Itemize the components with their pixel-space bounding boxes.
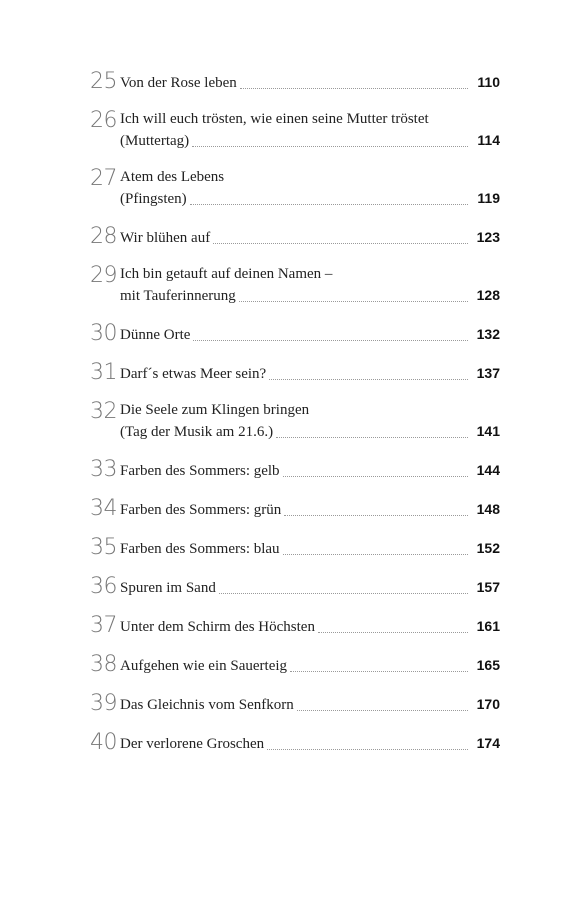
chapter-title-line: (Muttertag) [120, 133, 190, 149]
chapter-title [120, 324, 500, 346]
page-number: 110 [477, 74, 500, 90]
chapter-title [120, 109, 500, 152]
toc-entry[interactable] [90, 692, 500, 716]
chapter-title-line: Farben des Sommers: blau [120, 541, 280, 557]
page-number: 123 [476, 229, 500, 245]
chapter-number: 25 [90, 69, 117, 94]
chapter-title-line: Farben des Sommers: grün [120, 502, 282, 518]
toc-entry[interactable] [90, 167, 500, 210]
toc-entry[interactable] [90, 361, 500, 385]
dot-leader [193, 339, 468, 341]
table-of-contents [90, 70, 500, 770]
toc-entry[interactable] [90, 575, 500, 599]
chapter-title-line: Farben des Sommers: gelb [120, 463, 280, 479]
dot-leader [283, 553, 468, 555]
toc-entry[interactable] [90, 109, 500, 152]
chapter-title [120, 363, 500, 385]
chapter-title [120, 694, 500, 716]
page-number: 114 [477, 132, 500, 148]
chapter-title-line: Der verlorene Groschen [120, 736, 265, 752]
dot-leader [239, 300, 468, 302]
chapter-title-line: Aufgehen wie ein Sauerteig [120, 658, 288, 674]
toc-entry[interactable] [90, 497, 500, 521]
page-number: 165 [476, 657, 500, 673]
chapter-number: 32 [90, 399, 117, 424]
page-number: 132 [476, 326, 500, 342]
page-number: 161 [476, 618, 500, 634]
dot-leader [192, 145, 468, 147]
dot-leader [297, 709, 468, 711]
dot-leader [284, 514, 468, 516]
chapter-number: 35 [90, 535, 117, 560]
toc-entry[interactable] [90, 400, 500, 443]
dot-leader [190, 203, 468, 205]
chapter-title-line: Darf´s etwas Meer sein? [120, 366, 267, 382]
chapter-title-line: Atem des Lebens [120, 169, 225, 185]
page-number: 119 [477, 190, 500, 206]
toc-entry[interactable] [90, 536, 500, 560]
page-number: 128 [476, 287, 500, 303]
page-number: 152 [476, 540, 500, 556]
chapter-title [120, 733, 500, 755]
page-number: 157 [476, 579, 500, 595]
chapter-title-line: (Pfingsten) [120, 191, 187, 207]
dot-leader [267, 748, 468, 750]
chapter-title [120, 400, 500, 443]
chapter-number: 31 [90, 360, 117, 385]
chapter-title-line: Die Seele zum Klingen bringen [120, 402, 310, 418]
chapter-title [120, 499, 500, 521]
chapter-title-line: Von der Rose leben [120, 75, 237, 91]
toc-entry[interactable] [90, 653, 500, 677]
chapter-title [120, 167, 500, 210]
chapter-title [120, 577, 500, 599]
dot-leader [283, 475, 468, 477]
dot-leader [219, 592, 468, 594]
chapter-title-line: Wir blühen auf [120, 230, 211, 246]
page-number: 148 [476, 501, 500, 517]
chapter-title-line: Ich bin getauft auf deinen Namen – [120, 266, 333, 282]
chapter-number: 34 [90, 496, 117, 521]
chapter-title [120, 538, 500, 560]
toc-entry[interactable] [90, 225, 500, 249]
chapter-number: 27 [90, 166, 117, 191]
toc-entry[interactable] [90, 264, 500, 307]
chapter-title [120, 616, 500, 638]
dot-leader [318, 631, 468, 633]
chapter-title-line: mit Tauferinnerung [120, 288, 236, 304]
page-number: 141 [476, 423, 500, 439]
chapter-title-line: Unter dem Schirm des Höchsten [120, 619, 315, 635]
chapter-title-line: Dünne Orte [120, 327, 191, 343]
chapter-number: 38 [90, 652, 117, 677]
dot-leader [276, 436, 468, 438]
chapter-number: 33 [90, 457, 117, 482]
dot-leader [269, 378, 468, 380]
toc-entry[interactable] [90, 731, 500, 755]
chapter-number: 30 [90, 321, 117, 346]
chapter-number: 40 [90, 730, 117, 755]
page-number: 174 [476, 735, 500, 751]
dot-leader [290, 670, 468, 672]
page-number: 144 [476, 462, 500, 478]
dot-leader [240, 87, 468, 89]
page-number: 170 [476, 696, 500, 712]
page-number: 137 [476, 365, 500, 381]
chapter-title-line: Das Gleichnis vom Senfkorn [120, 697, 294, 713]
chapter-title-line: (Tag der Musik am 21.6.) [120, 424, 274, 440]
chapter-title-line: Ich will euch trösten, wie einen seine Mutter tröstet [120, 111, 429, 127]
chapter-title [120, 264, 500, 307]
chapter-number: 26 [90, 108, 117, 133]
chapter-number: 39 [90, 691, 117, 716]
chapter-number: 37 [90, 613, 117, 638]
chapter-title [120, 655, 500, 677]
toc-entry[interactable] [90, 458, 500, 482]
chapter-number: 36 [90, 574, 117, 599]
chapter-title [120, 72, 500, 94]
chapter-title-line: Spuren im Sand [120, 580, 216, 596]
chapter-title [120, 227, 500, 249]
chapter-number: 29 [90, 263, 117, 288]
dot-leader [213, 242, 468, 244]
toc-entry[interactable] [90, 70, 500, 94]
toc-entry[interactable] [90, 322, 500, 346]
chapter-number: 28 [90, 224, 117, 249]
chapter-title [120, 460, 500, 482]
toc-entry[interactable] [90, 614, 500, 638]
